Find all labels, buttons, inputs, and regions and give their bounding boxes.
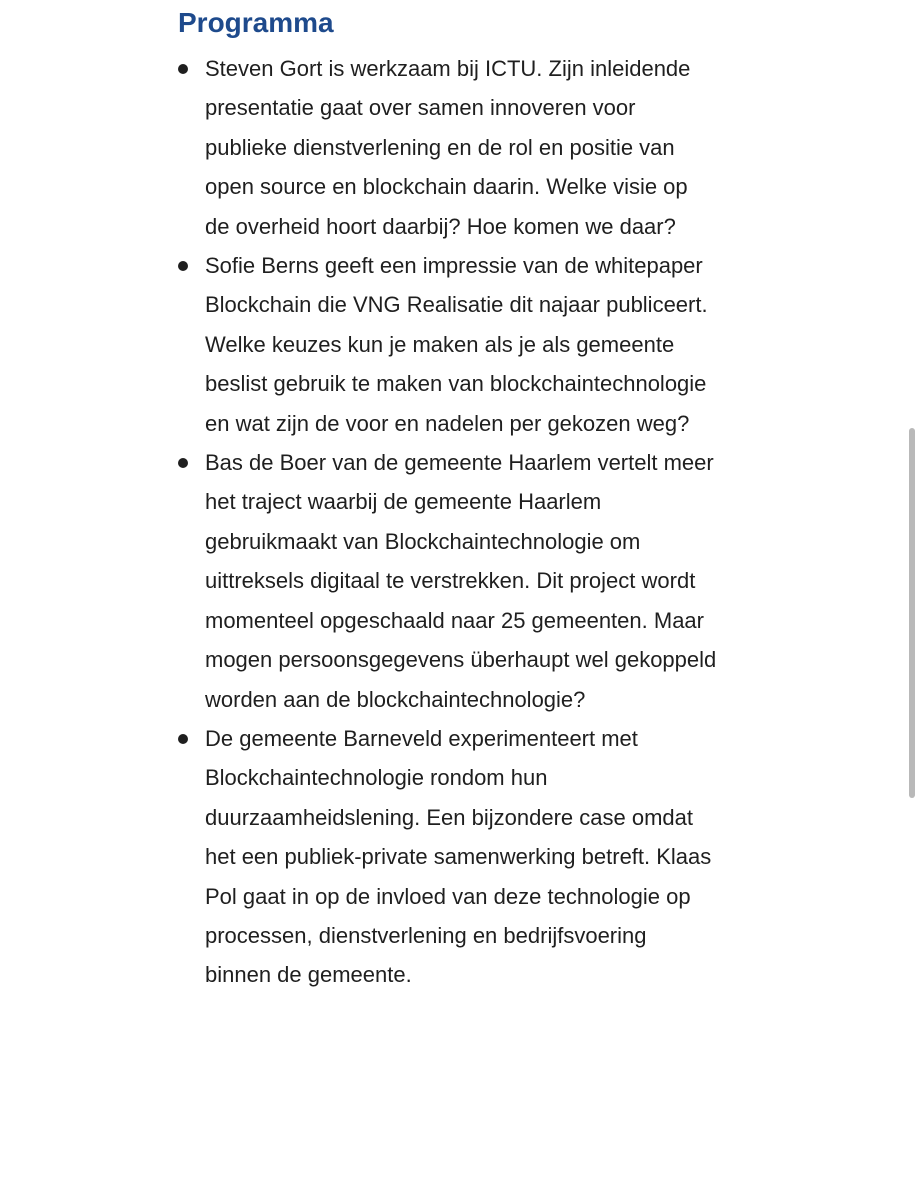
list-item-text: Bas de Boer van de gemeente Haarlem vertelt meer het traject waarbij de gemeente Haarlem gebruikmaakt van Blockchaintechnologie om uittreksels digitaal te verstrekken. Dit project wordt momenteel opgeschaald naar 25 gemeenten. Maar mogen persoonsgegevens überhaupt wel gekoppeld worden aan de blockchaintechnologie?	[205, 450, 717, 712]
program-list	[178, 49, 718, 995]
bullet-icon	[178, 734, 188, 744]
bullet-icon	[178, 458, 188, 468]
bullet-icon	[178, 261, 188, 271]
list-item	[178, 443, 718, 719]
list-item-text: Sofie Berns geeft een impressie van de whitepaper Blockchain die VNG Realisatie dit najaar publiceert. Welke keuzes kun je maken als je als gemeente beslist gebruik te maken van blockchaintechnologie en wat zijn de voor en nadelen per gekozen weg?	[205, 253, 708, 436]
program-section	[178, 4, 718, 995]
list-item-text: Steven Gort is werkzaam bij ICTU. Zijn inleidende presentatie gaat over samen innoveren voor publieke dienstverlening en de rol en positie van open source en blockchain daarin. Welke visie op de overheid hoort daarbij? Hoe komen we daar?	[205, 56, 691, 239]
list-item	[178, 49, 718, 246]
scrollbar[interactable]	[909, 428, 915, 798]
list-item-text: De gemeente Barneveld experimenteert met Blockchaintechnologie rondom hun duurzaamheidslening. Een bijzondere case omdat het een publiek-private samenwerking betreft. Klaas Pol gaat in op de invloed van deze technologie op processen, dienstverlening en bedrijfsvoering binnen de gemeente.	[205, 725, 712, 988]
list-item	[178, 719, 718, 995]
section-heading: Programma	[178, 7, 334, 38]
list-item	[178, 246, 718, 443]
bullet-icon	[178, 64, 188, 74]
